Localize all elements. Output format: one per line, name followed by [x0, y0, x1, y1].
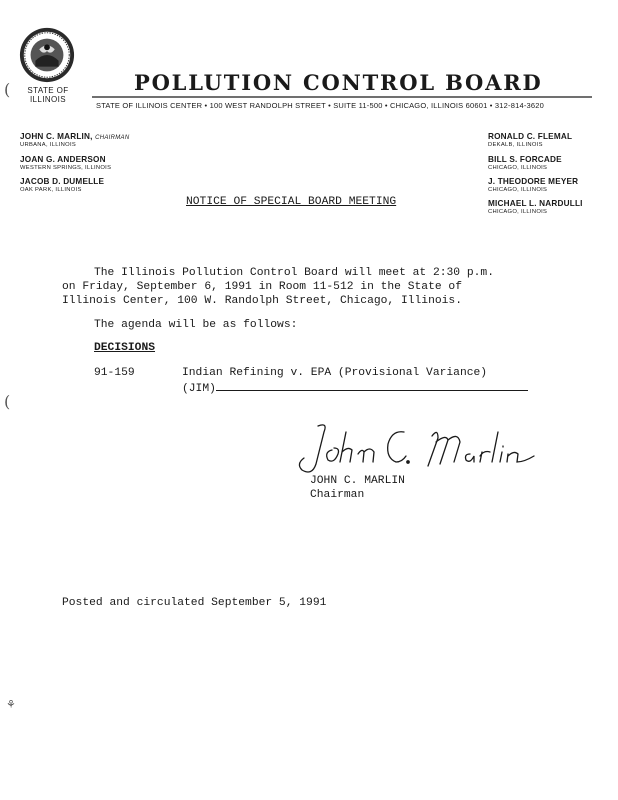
member-location: CHICAGO, ILLINOIS	[488, 187, 548, 193]
board-address: STATE OF ILLINOIS CENTER • 100 WEST RANDOLPH STREET • SUITE 11-500 • CHICAGO, ILLINOIS 60601 • 312-814-3620	[96, 101, 545, 110]
notice-body-line: Illinois Center, 100 W. Randolph Street, Chicago, Illinois.	[62, 295, 462, 307]
seal-state-label: STATE OF ILLINOIS	[27, 86, 69, 104]
assignee-blank-line	[216, 380, 528, 391]
member-title: CHAIRMAN	[95, 135, 130, 141]
signer-title: Chairman	[310, 489, 365, 501]
header-rule	[92, 96, 592, 99]
member-name: JOAN G. ANDERSON	[20, 155, 106, 164]
board-name: POLLUTION CONTROL BOARD	[134, 70, 543, 95]
member-name: RONALD C. FLEMAL	[488, 132, 573, 141]
signer-name: JOHN C. MARLIN	[310, 475, 405, 487]
member-name: JOHN C. MARLIN, CHAIRMAN	[20, 132, 130, 141]
decisions-heading: DECISIONS	[94, 342, 156, 354]
notice-title: NOTICE OF SPECIAL BOARD MEETING	[186, 196, 397, 208]
member-location: DEKALB, ILLINOIS	[488, 142, 543, 148]
member-location: WESTERN SPRINGS, ILLINOIS	[20, 165, 112, 171]
member-left	[20, 155, 111, 171]
member-right	[488, 155, 562, 171]
member-location: CHICAGO, ILLINOIS	[488, 209, 548, 215]
scan-edge-mark: (	[4, 392, 11, 411]
member-location: OAK PARK, ILLINOIS	[20, 187, 82, 193]
agenda-intro: The agenda will be as follows:	[94, 319, 298, 331]
scan-edge-mark: ⚘	[6, 698, 16, 711]
member-name: BILL S. FORCADE	[488, 155, 562, 164]
handwritten-signature	[288, 418, 538, 480]
agenda-item-description: Indian Refining v. EPA (Provisional Variance)	[182, 367, 488, 379]
state-seal-icon	[18, 26, 76, 84]
posted-line: Posted and circulated September 5, 1991	[62, 597, 327, 609]
member-right	[488, 199, 583, 215]
agenda-item-assignee: (JIM)	[182, 380, 528, 396]
member-name: JACOB D. DUMELLE	[20, 177, 105, 186]
notice-body-line: The Illinois Pollution Control Board will meet at 2:30 p.m.	[94, 267, 494, 279]
member-name: MICHAEL L. NARDULLI	[488, 199, 583, 208]
member-location: URBANA, ILLINOIS	[20, 142, 77, 148]
member-right	[488, 132, 572, 148]
member-left	[20, 132, 129, 148]
member-location: CHICAGO, ILLINOIS	[488, 165, 548, 171]
scan-edge-mark: (	[4, 80, 11, 99]
notice-body-line: on Friday, September 6, 1991 in Room 11-512 in the State of	[62, 281, 462, 293]
agenda-item-number: 91-159	[94, 367, 135, 379]
member-name: J. THEODORE MEYER	[488, 177, 579, 186]
member-left	[20, 177, 104, 193]
member-right	[488, 177, 578, 193]
